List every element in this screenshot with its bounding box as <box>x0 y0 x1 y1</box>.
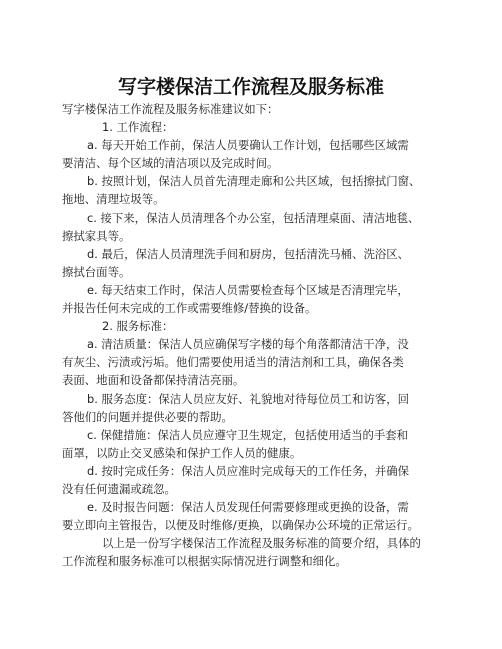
paragraph-line: 答他们的问题并提供必要的帮助。 <box>62 409 233 424</box>
closing-line: 工作流程和服务标准可以根据实际情况进行调整和细化。 <box>62 554 347 569</box>
paragraph-line: 要清洁、每个区域的清洁项以及完成时间。 <box>62 156 279 171</box>
section-heading-standards: 2. 服务标准： <box>102 319 174 334</box>
paragraph-line: d. 最后，保洁人员清理洗手间和厨房，包括清洗马桶、洗浴区、 <box>87 246 410 261</box>
paragraph-line: 面罩，以防止交叉感染和保护工作人员的健康。 <box>62 445 302 460</box>
paragraph-line: b. 服务态度：保洁人员应友好、礼貌地对待每位员工和访客，回 <box>87 391 410 406</box>
paragraph-line: 拖地、清理垃圾等。 <box>62 192 165 207</box>
section-heading-workflow: 1. 工作流程： <box>102 120 174 135</box>
paragraph-line: a. 每天开始工作前，保洁人员要确认工作计划，包括哪些区域需 <box>87 138 409 153</box>
paragraph-line: 有灰尘、污渍或污垢。他们需要使用适当的清洁剂和工具，确保各类 <box>62 355 404 370</box>
paragraph-line: b. 按照计划，保洁人员首先清理走廊和公共区域，包括擦拭门窗、 <box>87 174 421 189</box>
paragraph-line: c. 保健措施：保洁人员应遵守卫生规定，包括使用适当的手套和 <box>87 427 409 442</box>
paragraph-line: 要立即向主管报告，以便及时维修/更换，以确保办公环境的正常运行。 <box>62 518 419 533</box>
paragraph-line: 没有任何遗漏或疏忽。 <box>62 481 176 496</box>
intro-line: 写字楼保洁工作流程及服务标准建议如下： <box>62 102 279 116</box>
document-body <box>62 100 442 570</box>
paragraph-line: e. 及时报告问题：保洁人员发现任何需要修理或更换的设备，需 <box>87 500 409 515</box>
paragraph-line: 表面、地面和设备都保持清洁亮丽。 <box>62 373 245 388</box>
paragraph-line: a. 清洁质量：保洁人员应确保写字楼的每个角落都清洁干净，没 <box>87 337 409 352</box>
paragraph-line: 并报告任何未完成的工作或需要维修/替换的设备。 <box>62 301 317 316</box>
paragraph-line: e. 每天结束工作时，保洁人员需要检查每个区域是否清理完毕， <box>87 282 409 297</box>
document-title: 写字楼保洁工作流程及服务标准 <box>117 76 384 98</box>
paragraph-line: 擦拭台面等。 <box>62 264 131 279</box>
paragraph-line: 擦拭家具等。 <box>62 228 131 243</box>
closing-line: 以上是一份写字楼保洁工作流程及服务标准的简要介绍，具体的 <box>102 536 421 551</box>
paragraph-line: c. 接下来，保洁人员清理各个办公室，包括清理桌面、清洁地毯、 <box>87 210 420 225</box>
paragraph-line: d. 按时完成任务：保洁人员应准时完成每天的工作任务，并确保 <box>87 463 410 478</box>
